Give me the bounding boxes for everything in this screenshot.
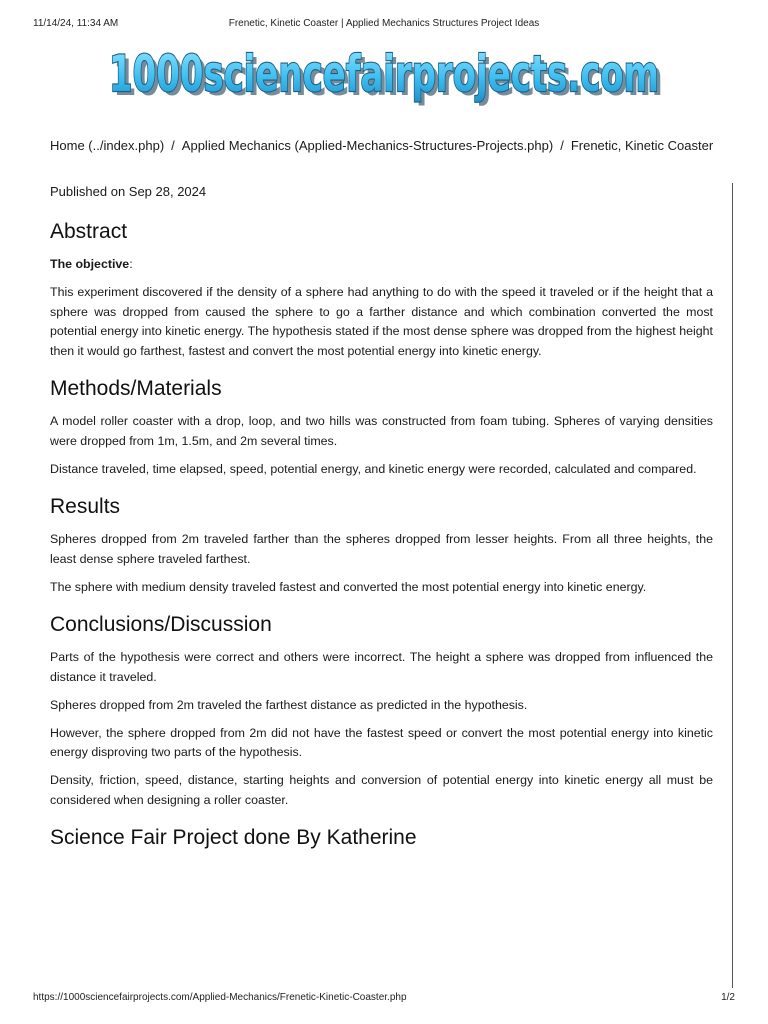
content-right-border [732,183,733,988]
site-logo[interactable] [0,40,768,116]
logo-text: 1000sciencefairprojects.com [109,45,659,103]
print-datetime: 11/14/24, 11:34 AM [33,18,119,29]
results-section [50,494,713,597]
abstract-paragraph: This experiment discovered if the density of a sphere had anything to do with the speed it traveled or if the height that a sphere was dropped from caused the sphere to go a farther distance and which combination converted the most potential energy into kinetic energy. The hypothesis stated if the most dense sphere was dropped from the highest height then it would go farthest, fastest and convert the most potential energy into kinetic energy. [50,285,713,358]
conclusions-paragraph: However, the sphere dropped from 2m did not have the fastest speed or convert the most potential energy into kinetic energy disproving two parts of the hypothesis. [50,725,713,759]
methods-section [50,376,713,479]
breadcrumb-separator: / [560,138,564,153]
credit-heading: Science Fair Project done By Katherine [50,826,417,849]
conclusions-paragraph: Density, friction, speed, distance, starting heights and conversion of potential energy into kinetic energy all must be considered when designing a roller coaster. [50,773,713,807]
results-heading: Results [50,495,121,518]
print-page-title: Frenetic, Kinetic Coaster | Applied Mechanics Structures Project Ideas [228,18,540,29]
abstract-heading: Abstract [50,220,128,243]
published-date: Published on Sep 28, 2024 [50,184,207,199]
breadcrumb-home[interactable]: Home (../index.php) [50,138,165,153]
breadcrumb-current-page: Frenetic, Kinetic Coaster [570,138,714,153]
abstract-section [50,219,713,361]
conclusions-heading: Conclusions/Discussion [50,613,272,636]
conclusions-paragraph: Spheres dropped from 2m traveled the farthest distance as predicted in the hypothesis. [50,697,528,712]
logo-shadow: 1000sciencefairprojects.com [113,49,663,107]
results-paragraph: The sphere with medium density traveled fastest and converted the most potential energy into kinetic energy. [50,579,647,594]
breadcrumb [50,138,718,153]
article [50,183,713,866]
conclusions-paragraph: Parts of the hypothesis were correct and others were incorrect. The height a sphere was dropped from influenced the distance it traveled. [50,650,713,684]
conclusions-section [50,612,713,810]
results-paragraph: Spheres dropped from 2m traveled farther than the spheres dropped from lesser heights. From all three heights, the least dense sphere traveled farthest. [50,532,713,566]
print-header [33,18,735,32]
methods-paragraph: Distance traveled, time elapsed, speed, potential energy, and kinetic energy were recorded, calculated and compared. [50,461,697,476]
methods-paragraph: A model roller coaster with a drop, loop, and two hills was constructed from foam tubing. Spheres of varying densities were dropped from 1m, 1.5m, and 2m several times. [50,414,713,448]
objective-line [50,255,713,275]
objective-colon: : [129,257,133,271]
print-footer [33,992,735,1006]
objective-label: The objective [50,257,130,271]
breadcrumb-applied-mechanics[interactable]: Applied Mechanics (Applied-Mechanics-Structures-Projects.php) [181,138,554,153]
credit-section [50,825,713,851]
page-url: https://1000sciencefairprojects.com/Applied-Mechanics/Frenetic-Kinetic-Coaster.php [33,992,407,1003]
breadcrumb-separator: / [171,138,175,153]
methods-heading: Methods/Materials [50,377,222,400]
page-number: 1/2 [721,992,735,1003]
